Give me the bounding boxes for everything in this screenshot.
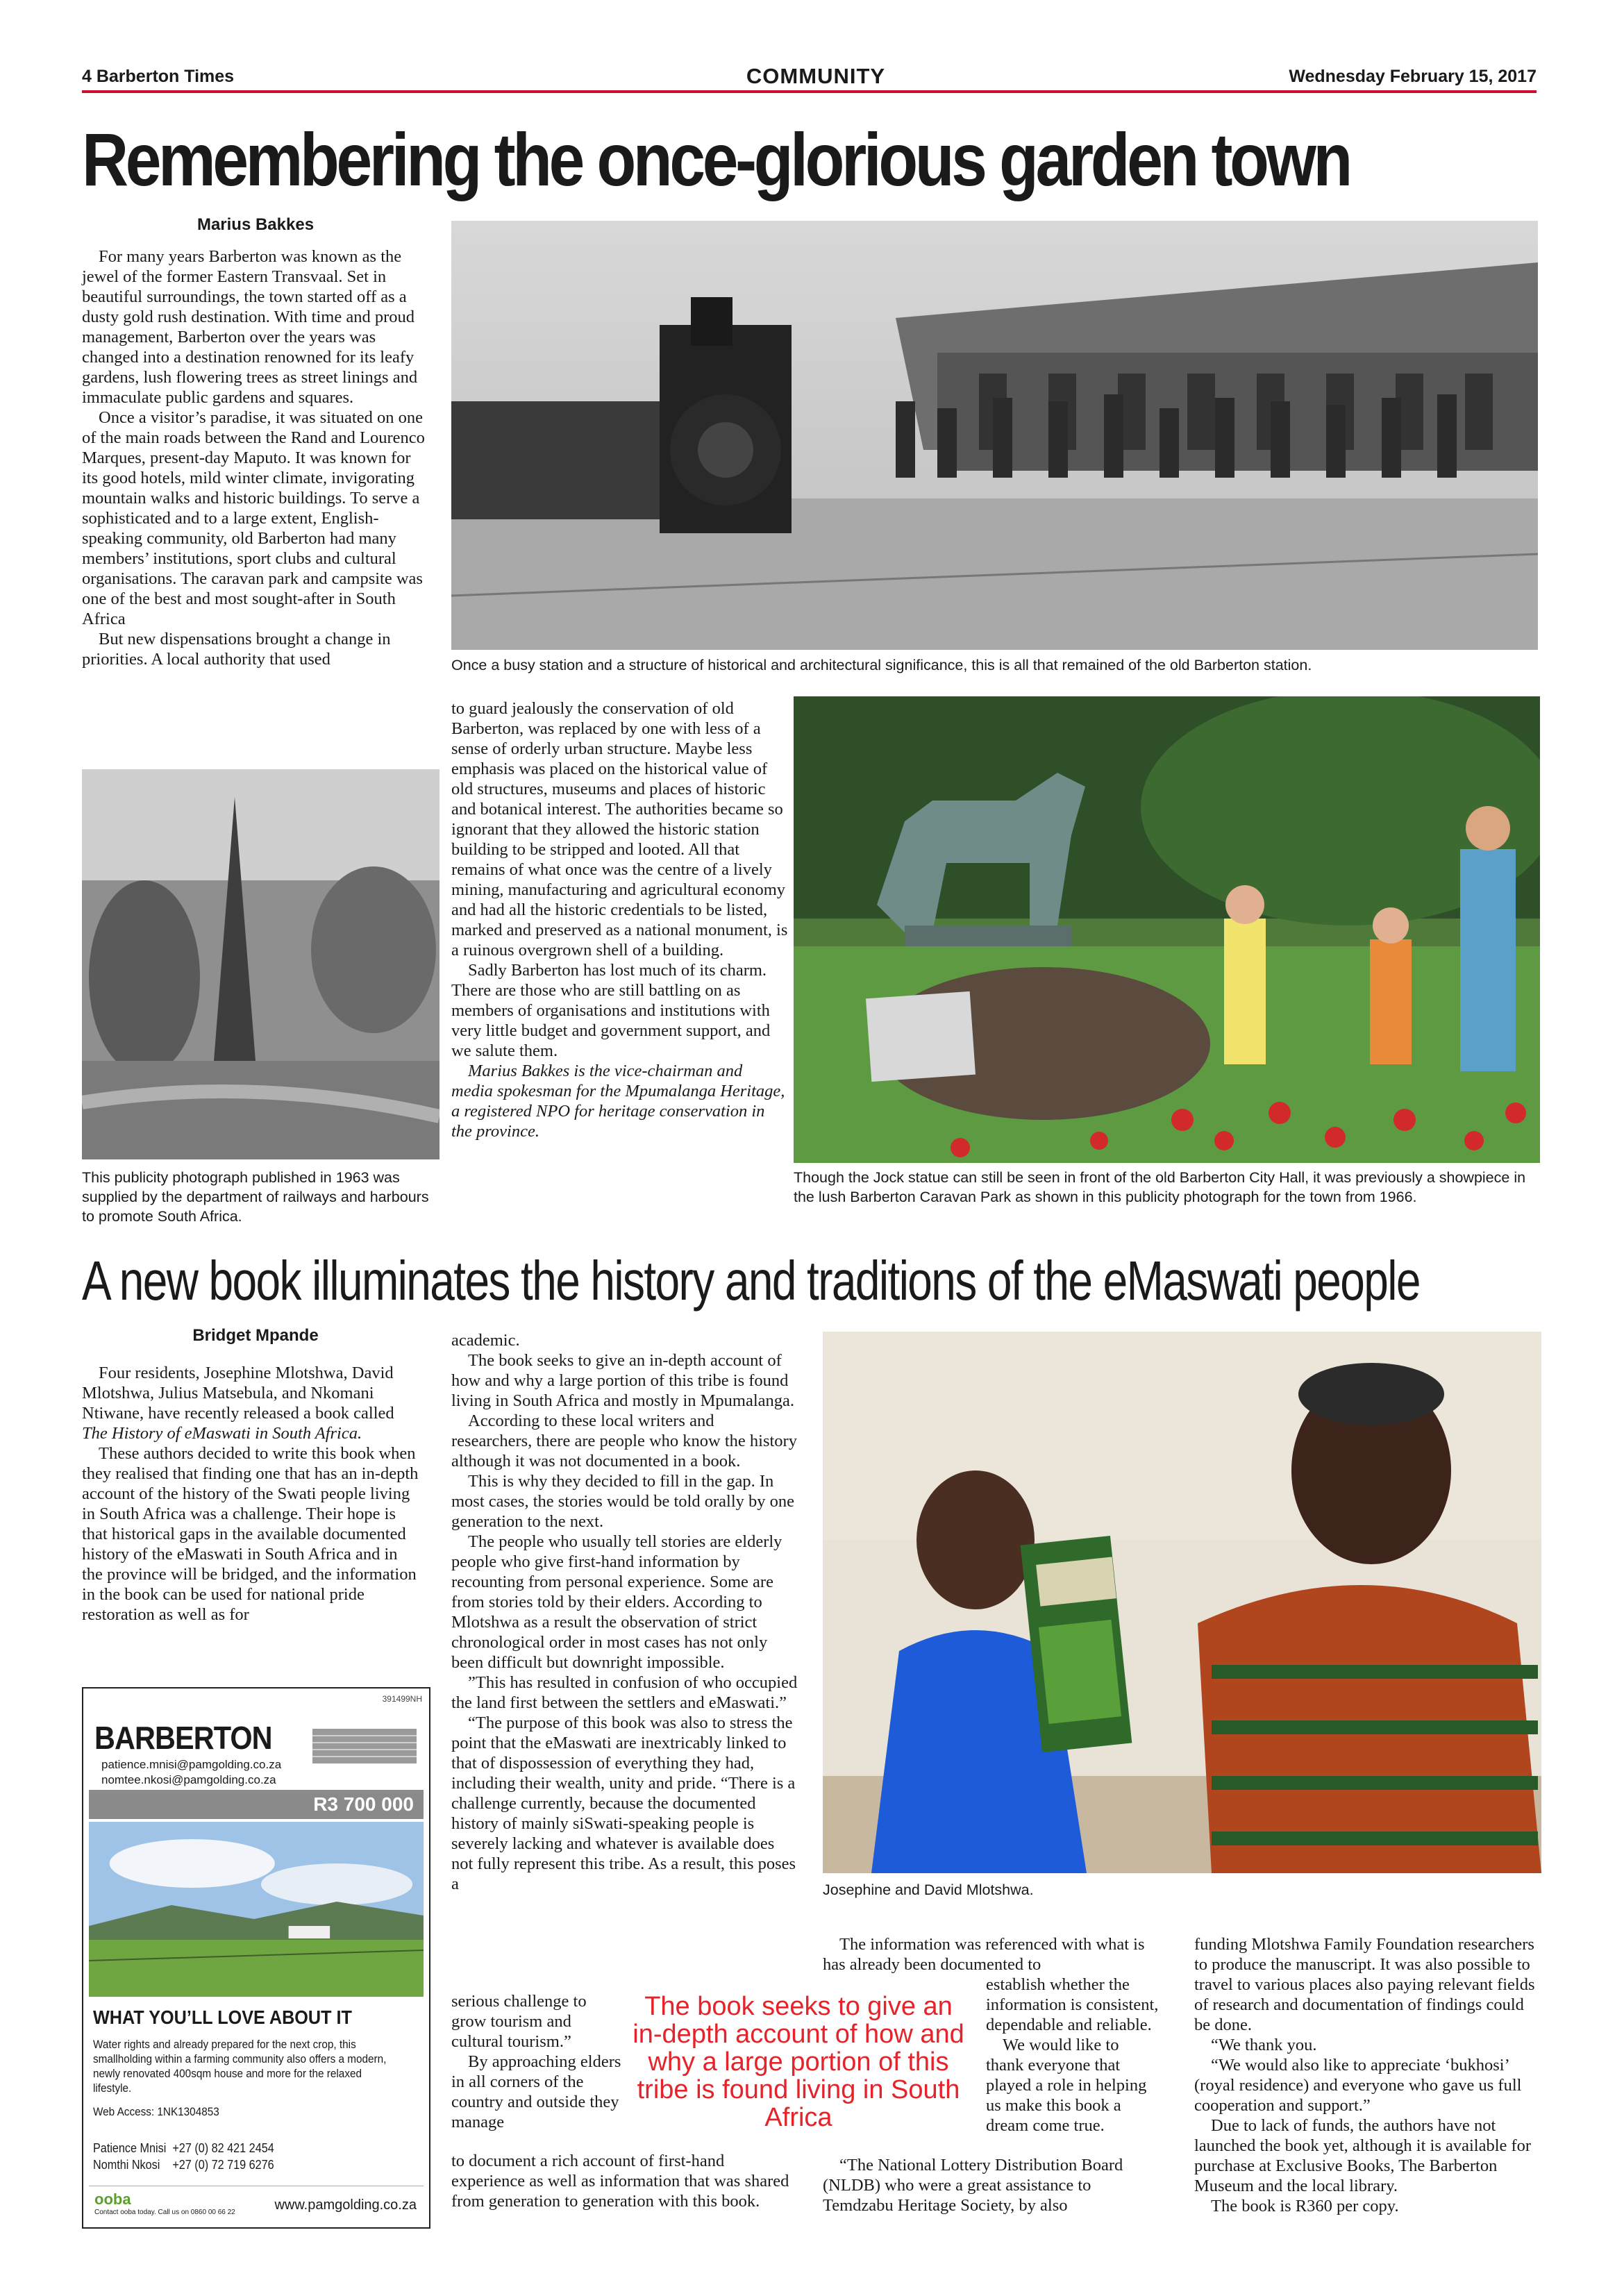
article1-column-2 — [451, 698, 788, 1141]
article2-column-1 — [82, 1363, 422, 1625]
paragraph: Once a visitor’s paradise, it was situated on one of the main roads between the Rand and Lourenco Marques, present-day Maputo. It was known for its good hotels, mild winter climate, invigorating mountain walks and historic buildings. To serve a sophisticated and to a large extent, English-speaking community, old Barberton had many members’ institutions, sport clubs and cultural organisations. The caravan park and campsite was one of the best and most sought-after in South Africa — [82, 408, 425, 628]
farm-landscape-photo — [89, 1822, 424, 1997]
article2-column-3 — [823, 1934, 1156, 1975]
ooba-logo: ooba — [94, 2190, 131, 2208]
paragraph: to guard jealously the conservation of old Barberton, was replaced by one with less of a sense of orderly urban structure. Maybe less emphasis was placed on the historical value of old structures, museums and places of historic and botanical interest. The authorities became so ignorant that they allowed the historic station building to be stripped and looted. All that remains of what once was the centre of a lively mining, manufacturing and agricultural economy and had all the historic credentials to be listed, marked and preserved as a national monument, is a ruinous overgrown shell of a building. — [451, 699, 788, 960]
property-advertisement[interactable] — [82, 1687, 430, 2229]
section-title: COMMUNITY — [746, 64, 886, 88]
ad-features-heading: WHAT YOU’LL LOVE ABOUT IT — [93, 2006, 352, 2028]
paragraph: “The National Lottery Distribution Board (NLDB) who were a great assistance to Temdzabu Heritage Society, by also — [823, 2156, 1123, 2215]
article1-column-1 — [82, 246, 429, 669]
paragraph: The information was referenced with what is has already been documented to — [823, 1935, 1145, 1974]
ad-title: BARBERTON — [94, 1720, 272, 1756]
paragraph: But new dispensations brought a change in priorities. A local authority that used — [82, 630, 391, 669]
paragraph: The people who usually tell stories are elderly people who give first-hand information by recounting from personal experience. Some are from stories told by their elders. According to Mlotshwa as a result the observation of strict chronological order in most cases has not only been difficult but downright impossible. — [451, 1532, 782, 1672]
article2-column-4 — [1194, 1934, 1541, 2216]
station-photo — [451, 221, 1538, 650]
article2-column-2-narrow — [451, 1991, 625, 2132]
ad-email-2[interactable]: nomtee.nkosi@pamgolding.co.za — [101, 1773, 276, 1786]
issue-date: Wednesday February 15, 2017 — [1289, 67, 1537, 86]
article1-headline: Remembering the once-glorious garden town — [82, 117, 1350, 201]
paragraph: to document a rich account of first-hand experience as well as information that was shared from generation to generation with this book. — [451, 2152, 789, 2211]
ad-price: R3 700 000 — [89, 1790, 424, 1819]
ad-email-1[interactable]: patience.mnisi@pamgolding.co.za — [101, 1758, 282, 1771]
ad-reference-code: 391499NH — [382, 1694, 422, 1704]
article2-column-2-end — [451, 2151, 798, 2211]
paragraph: The book is R360 per copy. — [1211, 2197, 1399, 2215]
article2-column-3-narrow — [986, 1975, 1160, 2136]
article2-column-2 — [451, 1330, 798, 1894]
paragraph: “We would also like to appreciate ‘bukhosi’ (royal residence) and everyone who gave us full cooperation and support.” — [1194, 2056, 1522, 2115]
ad-web-access: Web Access: 1NK1304853 — [93, 2105, 219, 2118]
pull-quote: The book seeks to give an in-depth account of how and why a large portion of this tribe is found living in South Africa — [633, 1992, 964, 2132]
ooba-note: Contact ooba today. Call us on 0860 00 66 22 — [94, 2209, 235, 2216]
paragraph: establish whether the information is consistent, dependable and reliable. — [986, 1975, 1159, 2034]
ad-description: Water rights and already prepared for the next crop, this smallholding within a farming community also offers a modern, newly renovated 400sqm house and more for the relaxed lifestyle. — [93, 2038, 387, 2095]
pam-golding-logo-icon — [312, 1729, 417, 1763]
paragraph: For many years Barberton was known as the jewel of the former Eastern Transvaal. Set in beautiful surroundings, the town started off as a dusty gold rush destination. With time and proud management, Barberton over the years was changed into a destination renowned for its leafy gardens, lush flowering trees as street linings and immaculate public gardens and squares. — [82, 247, 418, 407]
paragraph: Due to lack of funds, the authors have not launched the book yet, although it is available for purchase at Exclusive Books, The Barberton Museum and the local library. — [1194, 2116, 1532, 2195]
ad-contact-2[interactable]: Nomthi Nkosi +27 (0) 72 719 6276 — [93, 2158, 274, 2172]
station-caption: Once a busy station and a structure of historical and architectural significance, this is all that remained of the old Barberton station. — [451, 657, 1312, 673]
paragraph: Four residents, Josephine Mlotshwa, David Mlotshwa, Julius Matsebula, and Nkomani Ntiwane, have recently released a book called The History of eMaswati in South Africa. — [82, 1364, 394, 1443]
paragraph: serious challenge to grow tourism and cultural tourism.” — [451, 1992, 587, 2051]
mlotshwa-couple-photo — [823, 1332, 1541, 1873]
couple-caption: Josephine and David Mlotshwa. — [823, 1882, 1034, 1898]
jock-caption: Though the Jock statue can still be seen in front of the old Barberton City Hall, it was previously a showpiece in the lush Barberton Caravan Park as shown in this publicity photograph for the town from 1966. — [794, 1169, 1526, 1205]
header-rule — [82, 90, 1537, 93]
paragraph: Sadly Barberton has lost much of its charm. There are those who are still battling on as members of organisations and institutions with very little budget and government support, and we salute them. — [451, 961, 771, 1060]
paragraph: academic. — [451, 1331, 520, 1350]
paragraph: ”This has resulted in confusion of who occupied the land first between the settlers and eMaswati.” — [451, 1673, 798, 1712]
page-number: 4 Barberton Times — [82, 67, 235, 86]
ad-contact-1[interactable]: Patience Mnisi +27 (0) 82 421 2454 — [93, 2141, 274, 2155]
paragraph: This is why they decided to fill in the gap. In most cases, the stories would be told orally by one generation to the next. — [451, 1472, 794, 1531]
paragraph: “We thank you. — [1211, 2036, 1317, 2054]
article2-headline: A new book illuminates the history and traditions of the eMaswati people — [82, 1250, 1420, 1312]
author-bio: Marius Bakkes is the vice-chairman and media spokesman for the Mpumalanga Heritage, a registered NPO for heritage conservation in the province. — [451, 1062, 785, 1141]
paragraph: The book seeks to give an in-depth account of how and why a large portion of this tribe is found living in South Africa and mostly in Mpumalanga. — [451, 1351, 795, 1410]
paragraph: These authors decided to write this book when they realised that finding one that has an in-depth account of the history of the Swati people living in South Africa was a challenge. Their hope is that historical gaps in the available documented history of the eMaswati in South Africa and in the province will be bridged, and the information in the book can be used for national pride restoration as well as for — [82, 1444, 419, 1624]
paragraph: funding Mlotshwa Family Foundation researchers to produce the manuscript. It was also possible to travel to various places also paying relevant fields of research and documentation of findings could be done. — [1194, 1935, 1535, 2034]
article1-byline: Marius Bakkes — [196, 215, 315, 234]
publicity-caption: This publicity photograph published in 1963 was supplied by the department of railways and harbours to promote South Africa. — [82, 1169, 429, 1225]
paragraph: According to these local writers and researchers, there are people who know the history although it was not documented in a book. — [451, 1411, 797, 1470]
paragraph: We would like to thank everyone that played a role in helping us make this book a dream come true. — [986, 2036, 1147, 2135]
article2-byline: Bridget Mpande — [192, 1326, 319, 1345]
paragraph: By approaching elders in all corners of the country and outside they manage — [451, 2052, 621, 2131]
publicity-photo-1963 — [82, 769, 440, 1159]
ad-footer — [89, 2186, 424, 2222]
ad-website-link[interactable]: www.pamgolding.co.za — [274, 2197, 417, 2213]
paragraph: “The purpose of this book was also to stress the point that the eMaswati are inextricably linked to that of dispossession of everything they had, including their wealth, unity and pride. “There is a challenge currently, because the documented history of mainly siSwati-speaking people is severely lacking and whatever is available does not fully represent this tribe. As a result, this poses a — [451, 1713, 796, 1893]
jock-statue-photo — [794, 696, 1540, 1163]
article2-column-3-end — [823, 2155, 1156, 2215]
